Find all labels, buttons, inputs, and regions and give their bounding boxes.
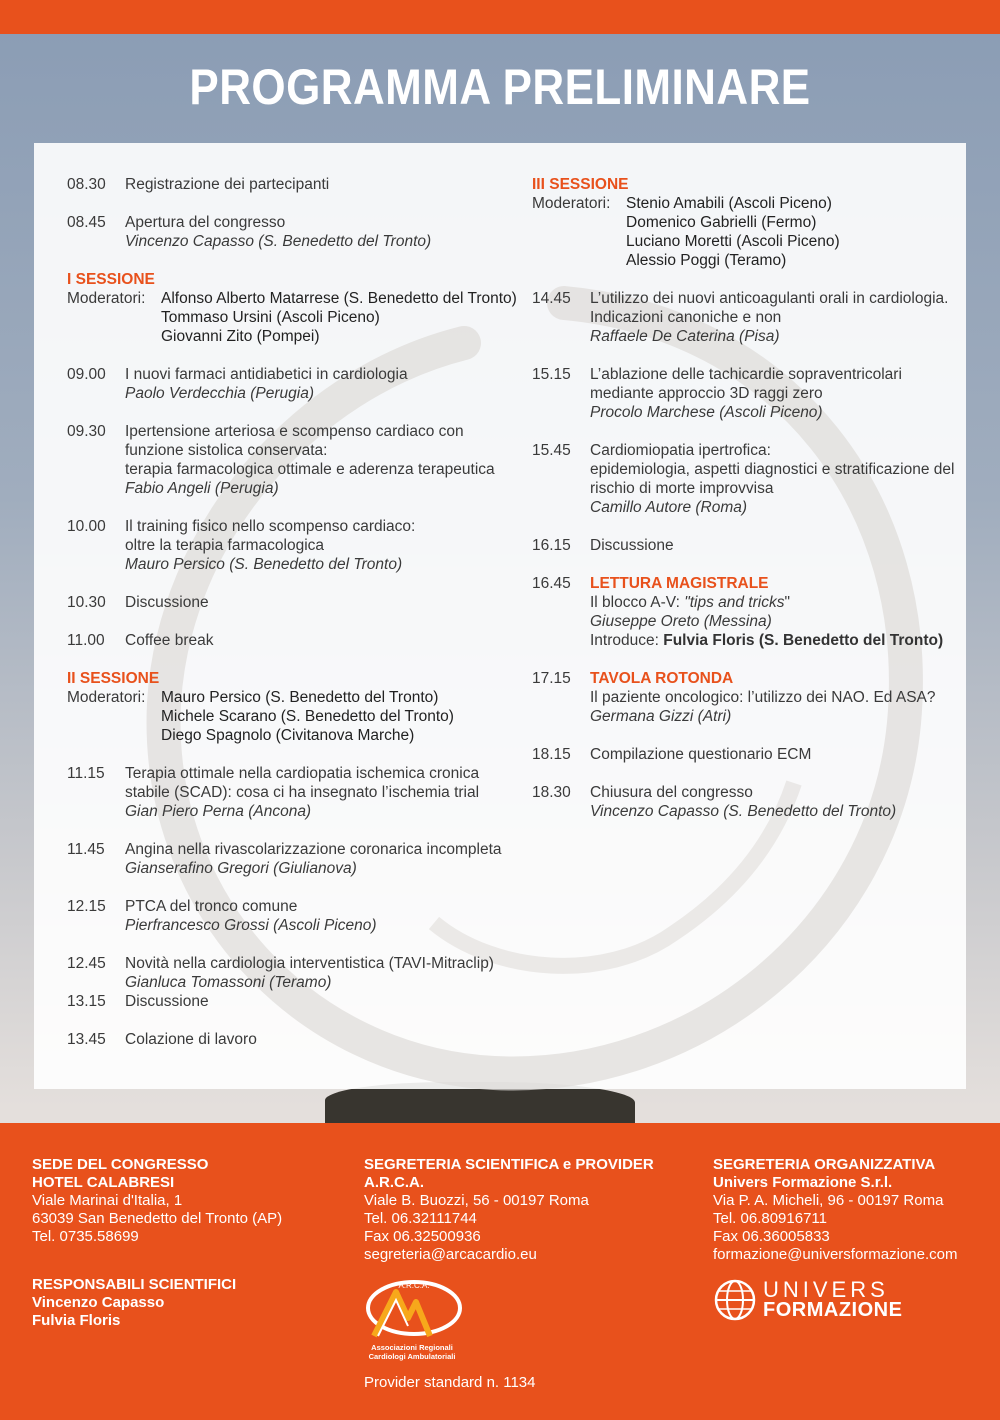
item-line: Angina nella rivascolarizzazione coronarica incompleta bbox=[125, 841, 502, 858]
right-items bbox=[532, 289, 962, 555]
item-line: terapia farmacologica ottimale e aderenza terapeutica bbox=[125, 461, 495, 478]
left-bottom-items bbox=[67, 764, 537, 935]
item-line: Chiusura del congresso bbox=[590, 784, 753, 801]
program-item bbox=[532, 536, 962, 555]
segreteria-org-fax: Fax 06.36005833 bbox=[713, 1228, 830, 1245]
program-item bbox=[67, 992, 537, 1011]
item-line: Novità nella cardiologia interventistica (TAVI-Mitraclip) bbox=[125, 955, 494, 972]
left-mid-items bbox=[67, 365, 537, 650]
moderator-names bbox=[161, 289, 517, 346]
item-time: 09.30 bbox=[67, 423, 106, 440]
arca-logo-line1: Associazioni Regionali bbox=[371, 1343, 453, 1352]
item-time: 08.45 bbox=[67, 214, 106, 231]
lettura-line-a: Il blocco A-V: bbox=[590, 594, 685, 611]
item-line: Colazione di lavoro bbox=[125, 1031, 257, 1048]
segreteria-sci-email[interactable]: segreteria@arcacardio.eu bbox=[364, 1246, 537, 1263]
program-item bbox=[67, 631, 537, 650]
item-line: funzione sistolica conservata: bbox=[125, 442, 328, 459]
moderators-label: Moderatori: bbox=[67, 290, 146, 307]
program-item bbox=[532, 365, 962, 422]
item-time: 16.15 bbox=[532, 537, 571, 554]
item-line: Discussione bbox=[125, 993, 209, 1010]
sede-name: HOTEL CALABRESI bbox=[32, 1174, 175, 1191]
moderators bbox=[67, 688, 537, 745]
item-speaker: Procolo Marchese (Ascoli Piceno) bbox=[590, 404, 823, 421]
left-end-items bbox=[67, 992, 537, 1049]
item-body bbox=[125, 213, 537, 251]
segreteria-sci-heading: SEGRETERIA SCIENTIFICA e PROVIDER bbox=[364, 1156, 654, 1173]
item-line: Registrazione dei partecipanti bbox=[125, 176, 330, 193]
session-2 bbox=[67, 669, 537, 745]
moderator-names bbox=[626, 194, 840, 270]
program-item bbox=[532, 289, 962, 346]
moderators-label: Moderatori: bbox=[67, 689, 146, 706]
item-speaker: Fabio Angeli (Perugia) bbox=[125, 480, 279, 497]
program-item bbox=[67, 840, 537, 878]
item-time: 17.15 bbox=[532, 670, 571, 687]
item-line: epidemiologia, aspetti diagnostici e stratificazione del bbox=[590, 461, 955, 478]
segreteria-sci-phone: Tel. 06.32111744 bbox=[364, 1210, 477, 1227]
session-3 bbox=[532, 175, 962, 270]
tavola-heading: TAVOLA ROTONDA bbox=[590, 670, 734, 687]
moderator-names bbox=[161, 688, 454, 745]
item-line: L’utilizzo dei nuovi anticoagulanti orali in cardiologia. bbox=[590, 290, 949, 307]
item-time: 10.00 bbox=[67, 518, 106, 535]
item-time: 13.15 bbox=[67, 993, 106, 1010]
left-column bbox=[67, 175, 537, 1068]
item-line: rischio di morte improvvisa bbox=[590, 480, 774, 497]
moderators-label: Moderatori: bbox=[532, 195, 611, 212]
item-body bbox=[590, 365, 962, 422]
lettura-line-c: " bbox=[784, 594, 790, 611]
session-1 bbox=[67, 270, 537, 346]
item-time: 18.30 bbox=[532, 784, 571, 801]
moderator-name: Alessio Poggi (Teramo) bbox=[626, 252, 787, 269]
item-line: stabile (SCAD): cosa ci ha insegnato l’ischemia trial bbox=[125, 784, 480, 801]
item-line: oltre la terapia farmacologica bbox=[125, 537, 325, 554]
item-time: 08.30 bbox=[67, 176, 106, 193]
session-title: II SESSIONE bbox=[67, 670, 160, 687]
arca-logo-top: A.R.C.A. bbox=[398, 1281, 430, 1290]
item-time: 18.15 bbox=[532, 746, 571, 763]
program-item bbox=[67, 897, 537, 935]
item-body bbox=[125, 992, 537, 1011]
segreteria-org-phone: Tel. 06.80916711 bbox=[713, 1210, 827, 1227]
item-speaker: Gianserafino Gregori (Giulianova) bbox=[125, 860, 357, 877]
introduce-label: Introduce: bbox=[590, 632, 664, 649]
sede-line: Viale Marinai d'Italia, 1 bbox=[32, 1192, 183, 1209]
item-speaker: Germana Gizzi (Atri) bbox=[590, 708, 732, 725]
lettura-heading: LETTURA MAGISTRALE bbox=[590, 575, 769, 592]
item-speaker: Raffaele De Caterina (Pisa) bbox=[590, 328, 780, 345]
sede-heading: SEDE DEL CONGRESSO bbox=[32, 1156, 209, 1173]
segreteria-org-name: Univers Formazione S.r.l. bbox=[713, 1174, 893, 1191]
item-line: PTCA del tronco comune bbox=[125, 898, 298, 915]
segreteria-sci-name: A.R.C.A. bbox=[364, 1174, 424, 1191]
program-panel bbox=[34, 143, 966, 1089]
right-column bbox=[532, 175, 962, 840]
item-speaker: Mauro Persico (S. Benedetto del Tronto) bbox=[125, 556, 403, 573]
arca-logo bbox=[364, 1278, 484, 1366]
item-line bbox=[590, 593, 962, 612]
page-title: PROGRAMMA PRELIMINARE bbox=[189, 59, 811, 115]
item-body bbox=[125, 897, 537, 935]
item-time: 11.00 bbox=[67, 632, 105, 649]
moderators bbox=[67, 289, 537, 346]
item-time: 15.15 bbox=[532, 366, 571, 383]
item-body bbox=[590, 536, 962, 555]
univers-word: UNIVERS bbox=[763, 1277, 889, 1302]
item-speaker: Pierfrancesco Grossi (Ascoli Piceno) bbox=[125, 917, 377, 934]
session-title: III SESSIONE bbox=[532, 176, 629, 193]
segreteria-org-address: Via P. A. Micheli, 96 - 00197 Roma bbox=[713, 1192, 944, 1209]
item-line: Il paziente oncologico: l’utilizzo dei NAO. Ed ASA? bbox=[590, 689, 936, 706]
item-time: 12.15 bbox=[67, 898, 106, 915]
program-item bbox=[67, 175, 537, 194]
item-body bbox=[125, 631, 537, 650]
program-item bbox=[67, 365, 537, 403]
item-body bbox=[125, 593, 537, 612]
introduce-line bbox=[590, 631, 962, 650]
item-speaker: Giuseppe Oreto (Messina) bbox=[590, 613, 772, 630]
moderators bbox=[532, 194, 962, 270]
program-item bbox=[67, 517, 537, 574]
item-line: I nuovi farmaci antidiabetici in cardiologia bbox=[125, 366, 408, 383]
item-time: 13.45 bbox=[67, 1031, 106, 1048]
item-speaker: Vincenzo Capasso (S. Benedetto del Tronto) bbox=[590, 803, 897, 820]
item-time: 16.45 bbox=[532, 575, 571, 592]
item-time: 11.15 bbox=[67, 765, 105, 782]
segreteria-org-email[interactable]: formazione@universformazione.com bbox=[713, 1246, 958, 1263]
item-body bbox=[125, 517, 537, 574]
program-item bbox=[67, 422, 537, 498]
responsabili-heading: RESPONSABILI SCIENTIFICI bbox=[32, 1276, 237, 1293]
item-body bbox=[125, 764, 537, 821]
item-line: Ipertensione arteriosa e scompenso cardiaco con bbox=[125, 423, 464, 440]
item-body bbox=[590, 745, 962, 764]
sede-phone: Tel. 0735.58699 bbox=[32, 1228, 139, 1245]
item-line: Apertura del congresso bbox=[125, 214, 286, 231]
item-line: Coffee break bbox=[125, 632, 214, 649]
item-line: Terapia ottimale nella cardiopatia ischemica cronica bbox=[125, 765, 480, 782]
right-end-items bbox=[532, 745, 962, 821]
arca-logo-icon bbox=[364, 1278, 484, 1366]
item-body bbox=[590, 441, 962, 517]
program-item bbox=[532, 745, 962, 764]
program-item bbox=[67, 213, 537, 251]
item-body bbox=[590, 783, 962, 821]
footer bbox=[0, 1123, 1000, 1420]
moderator-name: Michele Scarano (S. Benedetto del Tronto) bbox=[161, 708, 454, 725]
program-item bbox=[67, 954, 537, 992]
program-item bbox=[67, 764, 537, 821]
item-speaker: Gian Piero Perna (Ancona) bbox=[125, 803, 312, 820]
item-time: 15.45 bbox=[532, 442, 571, 459]
globe-icon bbox=[713, 1278, 757, 1322]
item-body bbox=[125, 1030, 537, 1049]
item-body bbox=[590, 669, 962, 726]
lettura-line-b: "tips and tricks bbox=[684, 594, 785, 611]
item-body bbox=[125, 840, 537, 878]
tavola-rotonda bbox=[532, 669, 962, 726]
segreteria-org-heading: SEGRETERIA ORGANIZZATIVA bbox=[713, 1156, 936, 1173]
responsabile-name: Fulvia Floris bbox=[32, 1312, 121, 1329]
program-item bbox=[67, 1030, 537, 1049]
moderator-name: Mauro Persico (S. Benedetto del Tronto) bbox=[161, 689, 439, 706]
item-time: 11.45 bbox=[67, 841, 105, 858]
session-title: I SESSIONE bbox=[67, 271, 155, 288]
footer-col-sede bbox=[32, 1156, 352, 1330]
segreteria-sci-fax: Fax 06.32500936 bbox=[364, 1228, 481, 1245]
moderator-name: Alfonso Alberto Matarrese (S. Benedetto del Tronto) bbox=[161, 290, 517, 307]
item-line: Indicazioni canoniche e non bbox=[590, 309, 782, 326]
top-bar bbox=[0, 0, 1000, 34]
program-item bbox=[67, 593, 537, 612]
moderator-name: Stenio Amabili (Ascoli Piceno) bbox=[626, 195, 832, 212]
responsabile-name: Vincenzo Capasso bbox=[32, 1294, 165, 1311]
moderator-name: Luciano Moretti (Ascoli Piceno) bbox=[626, 233, 840, 250]
item-body bbox=[125, 954, 537, 992]
item-body bbox=[590, 574, 962, 650]
segreteria-sci-address: Viale B. Buozzi, 56 - 00197 Roma bbox=[364, 1192, 589, 1209]
item-speaker: Gianluca Tomassoni (Teramo) bbox=[125, 974, 332, 991]
moderator-name: Domenico Gabrielli (Fermo) bbox=[626, 214, 817, 231]
item-line: Compilazione questionario ECM bbox=[590, 746, 812, 763]
program-item bbox=[532, 783, 962, 821]
item-line: L’ablazione delle tachicardie sopraventricolari bbox=[590, 366, 902, 383]
left-top-items bbox=[67, 175, 537, 251]
item-speaker: Camillo Autore (Roma) bbox=[590, 499, 748, 516]
item-speaker: Paolo Verdecchia (Perugia) bbox=[125, 385, 314, 402]
item-line: Il training fisico nello scompenso cardiaco: bbox=[125, 518, 416, 535]
moderator-name: Diego Spagnolo (Civitanova Marche) bbox=[161, 727, 415, 744]
arca-logo-line2: Cardiologi Ambulatoriali bbox=[368, 1352, 456, 1361]
formazione-word: FORMAZIONE bbox=[763, 1299, 903, 1321]
item-time: 10.30 bbox=[67, 594, 106, 611]
item-time: 14.45 bbox=[532, 290, 571, 307]
item-body bbox=[125, 365, 537, 403]
moderator-name: Giovanni Zito (Pompei) bbox=[161, 328, 320, 345]
introduce-name: Fulvia Floris (S. Benedetto del Tronto) bbox=[663, 632, 944, 649]
moderator-name: Tommaso Ursini (Ascoli Piceno) bbox=[161, 309, 380, 326]
item-time: 09.00 bbox=[67, 366, 106, 383]
footer-col-segreteria-scientifica bbox=[364, 1156, 694, 1392]
item-line: mediante approccio 3D raggi zero bbox=[590, 385, 823, 402]
provider-number: Provider standard n. 1134 bbox=[364, 1374, 536, 1391]
item-line: Discussione bbox=[125, 594, 209, 611]
lettura-magistrale bbox=[532, 574, 962, 650]
item-line: Discussione bbox=[590, 537, 674, 554]
sede-line: 63039 San Benedetto del Tronto (AP) bbox=[32, 1210, 283, 1227]
item-body bbox=[125, 175, 537, 194]
item-body bbox=[125, 422, 537, 498]
footer-col-segreteria-organizzativa bbox=[713, 1156, 993, 1322]
univers-logo bbox=[713, 1278, 993, 1322]
item-time: 12.45 bbox=[67, 955, 106, 972]
item-speaker: Vincenzo Capasso (S. Benedetto del Tronto) bbox=[125, 233, 432, 250]
item-body bbox=[590, 289, 962, 346]
item-line: Cardiomiopatia ipertrofica: bbox=[590, 442, 771, 459]
program-item bbox=[532, 441, 962, 517]
